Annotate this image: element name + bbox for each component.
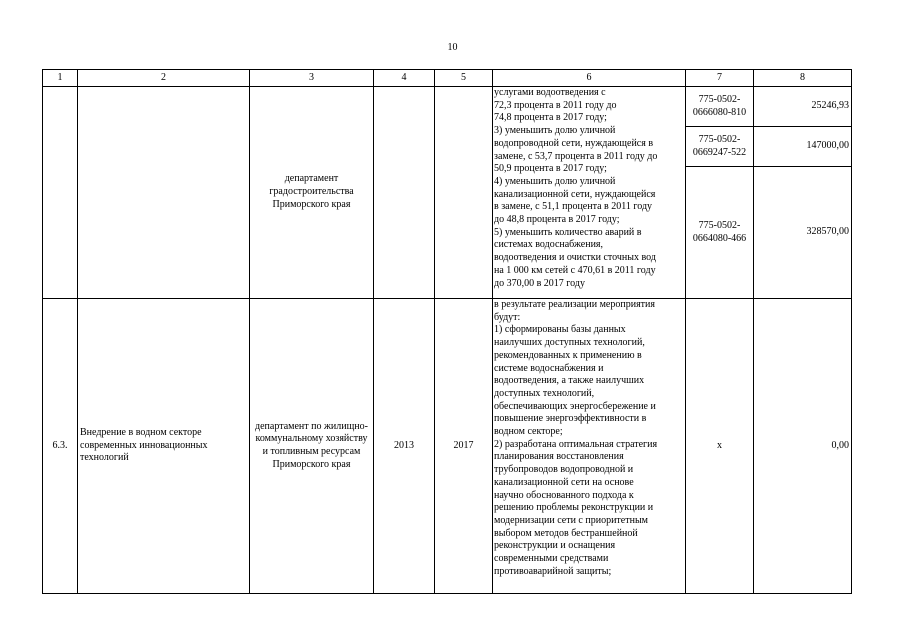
table-header-row bbox=[43, 70, 852, 87]
expected-results-text: услугами водоотведения с 72,3 процента в 2011 году до 74,8 процента в 2017 году; 3) уменьшить долю уличной водопроводной сети, нуждающейся в замене, с 53,7 процента в 2011 году до 50,9 процента в 2017 году; 4) уменьшить долю уличной канализационной сети, нуждающейся в замене, с 51,1 процента в 2011 году до 48,8 процента в 2017 году; 5) уменьшить количество аварий в системах водоснабжения, водоотведения и очистки сточных вод на 1 000 км сетей с 470,61 в 2011 году до 370,00 в 2017 году bbox=[494, 87, 658, 289]
funding-amount: 25246,93 bbox=[754, 87, 851, 127]
header-cell: 3 bbox=[250, 70, 374, 87]
expected-results-text: в результате реализации мероприятия будут: 1) сформированы базы данных наилучших доступных технологий, рекомендованных к применению в системе водоснабжения и водоотведения, а также наилучших доступных технологий, обеспечивающих энергосбережение и повышение энергоэффективности в водном секторе; 2) разработана оптимальная стратегия планирования восстановления трубопроводов водопроводной и канализационной сети на основе научно обоснованного подхода к решению проблемы реконструкции и модернизации сети с приоритетным выбором методов бестраншейной реконструкции и оснащения современными средствами противоаварийной защиты; bbox=[494, 299, 658, 577]
funding-amount: 147000,00 bbox=[754, 127, 851, 167]
activity-name bbox=[78, 87, 250, 299]
header-cell: 2 bbox=[78, 70, 250, 87]
header-cell: 6 bbox=[493, 70, 686, 87]
program-activities-table bbox=[42, 69, 852, 594]
executor: департамент градостроительства Приморского края bbox=[250, 87, 374, 299]
budget-code: х bbox=[686, 299, 754, 594]
expected-results bbox=[493, 299, 686, 594]
start-year: 2013 bbox=[374, 299, 435, 594]
page-number: 10 bbox=[447, 42, 458, 53]
row-number bbox=[43, 87, 78, 299]
budget-codes bbox=[686, 87, 754, 299]
funding-amounts bbox=[754, 87, 852, 299]
table-row bbox=[43, 87, 852, 299]
budget-code: 775-0502-0669247-522 bbox=[686, 127, 753, 167]
header-cell: 1 bbox=[43, 70, 78, 87]
header-cell: 5 bbox=[435, 70, 493, 87]
expected-results bbox=[493, 87, 686, 299]
end-year bbox=[435, 87, 493, 299]
executor: департамент по жилищно-коммунальному хозяйству и топливным ресурсам Приморского края bbox=[250, 299, 374, 594]
end-year: 2017 bbox=[435, 299, 493, 594]
header-cell: 8 bbox=[754, 70, 852, 87]
table-row bbox=[43, 299, 852, 594]
funding-amount: 328570,00 bbox=[806, 226, 849, 238]
row-number: 6.3. bbox=[43, 299, 78, 594]
header-cell: 7 bbox=[686, 70, 754, 87]
activity-name: Внедрение в водном секторе современных инновационных технологий bbox=[78, 299, 250, 594]
funding-amount: 0,00 bbox=[754, 299, 852, 594]
header-cell: 4 bbox=[374, 70, 435, 87]
budget-code: 775-0502-0664080-466 bbox=[692, 219, 747, 244]
start-year bbox=[374, 87, 435, 299]
budget-code: 775-0502-0666080-810 bbox=[686, 87, 753, 127]
